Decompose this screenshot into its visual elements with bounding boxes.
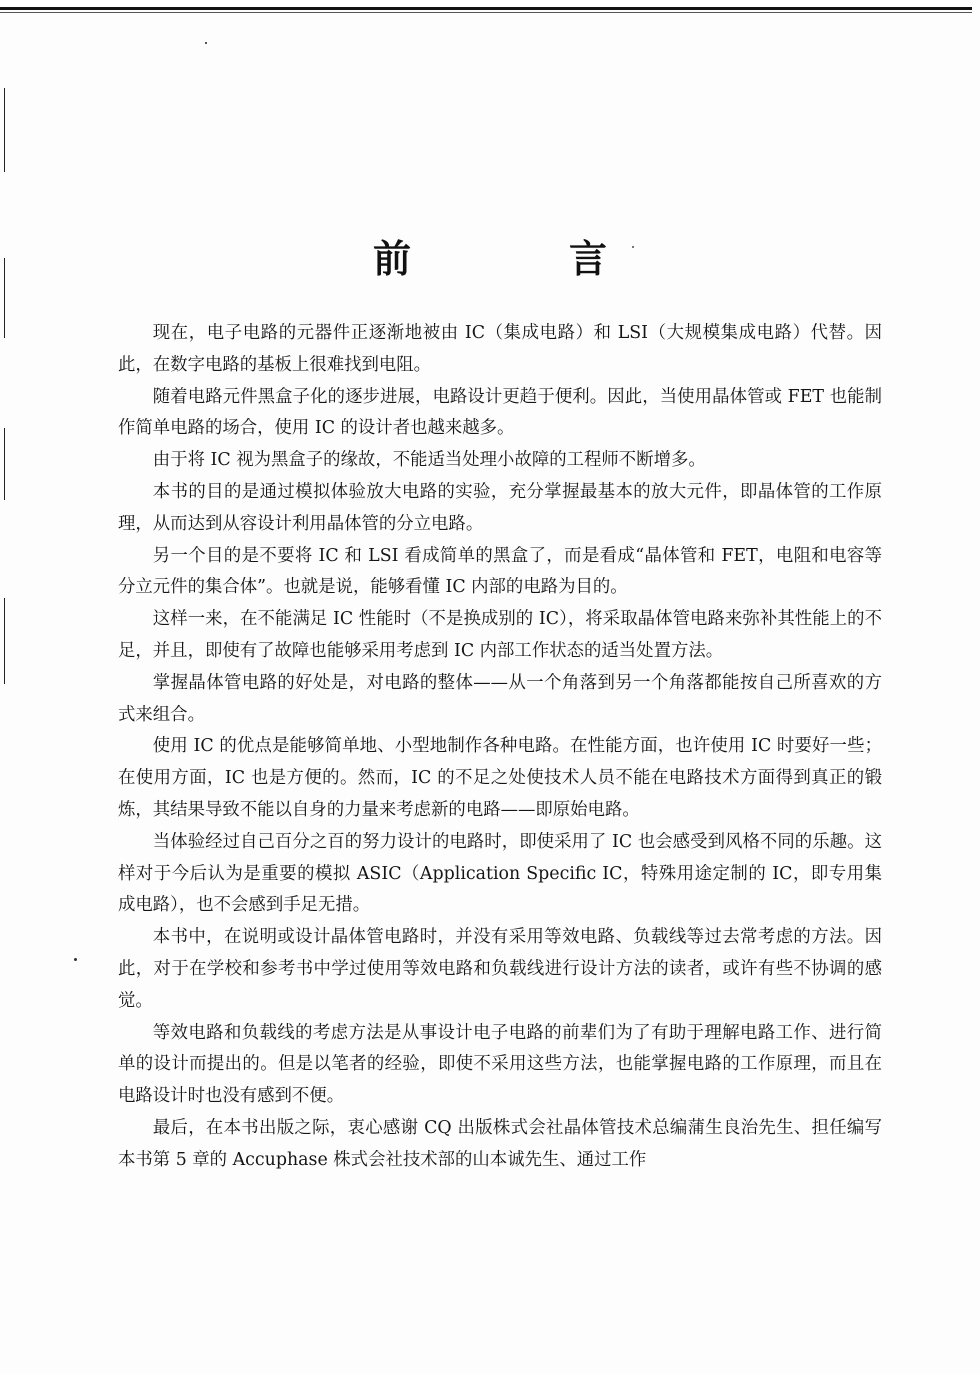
top-border-rule [0, 7, 972, 10]
paragraph: 这样一来，在不能满足 IC 性能时（不是换成别的 IC），将采取晶体管电路来弥补其性能上的不足，并且，即使有了故障也能够采用考虑到 IC 内部工作状态的适当处置方法。 [118, 609, 882, 661]
paragraph: 本书中，在说明或设计晶体管电路时，并没有采用等效电路、负载线等过去常考虑的方法。因此，对于在学校和参考书中学过使用等效电路和负载线进行设计方法的读者，或许有些不协调的感觉。 [118, 927, 882, 1011]
scan-edge-mark [4, 88, 5, 172]
paragraph: 等效电路和负载线的考虑方法是从事设计电子电路的前辈们为了有助于理解电路工作、进行简单的设计而提出的。但是以笔者的经验，即使不采用这些方法，也能掌握电路的工作原理，而且在电路设计时也没有感到不便。 [118, 1022, 882, 1107]
scan-speck [74, 958, 77, 961]
scan-edge-mark [4, 598, 5, 684]
scan-speck [205, 42, 207, 44]
page-title: 前 言 [372, 237, 667, 281]
paragraph: 本书的目的是通过模拟体验放大电路的实验，充分掌握最基本的放大元件，即晶体管的工作原理，从而达到从容设计利用晶体管的分立电路。 [118, 481, 882, 534]
paragraph: 使用 IC 的优点是能够简单地、小型地制作各种电路。在性能方面，也许使用 IC 时要好一些；在使用方面，IC 也是方便的。然而，IC 的不足之处使技术人员不能在电路技术方面得到真正的锻炼，其结果导致不能以自身的力量来考虑新的电路——即原始电路。 [118, 736, 882, 820]
body-text [118, 318, 882, 1177]
scan-edge-mark [4, 428, 5, 500]
paragraph: 当体验经过自己百分之百的努力设计的电路时，即使采用了 IC 也会感受到风格不同的乐趣。这样对于今后认为是重要的模拟 ASIC（Application Specific IC，特殊用途定制的 IC，即专用集成电路），也不会感到手足无措。 [118, 831, 882, 916]
paragraph: 另一个目的是不要将 IC 和 LSI 看成简单的黑盒了，而是看成“晶体管和 FET，电阻和电容等分立元件的集合体”。也就是说，能够看懂 IC 内部的电路为目的。 [118, 545, 882, 598]
paragraph: 现在，电子电路的元器件正逐渐地被由 IC（集成电路）和 LSI（大规模集成电路）代替。因此，在数字电路的基板上很难找到电阻。 [118, 323, 882, 375]
paragraph: 由于将 IC 视为黑盒子的缘故，不能适当处理小故障的工程师不断增多。 [152, 450, 706, 471]
top-border-rule-thin [0, 12, 972, 13]
paragraph: 随着电路元件黑盒子化的逐步进展，电路设计更趋于便利。因此，当使用晶体管或 FET 也能制作简单电路的场合，使用 IC 的设计者也越来越多。 [118, 386, 882, 439]
paragraph: 最后，在本书出版之际，衷心感谢 CQ 出版株式会社晶体管技术总编蒲生良治先生、担任编写本书第 5 章的 Accuphase 株式会社技术部的山本诚先生、通过工作 [118, 1117, 882, 1170]
paragraph: 掌握晶体管电路的好处是，对电路的整体——从一个角落到另一个角落都能按自己所喜欢的方式来组合。 [118, 672, 882, 725]
